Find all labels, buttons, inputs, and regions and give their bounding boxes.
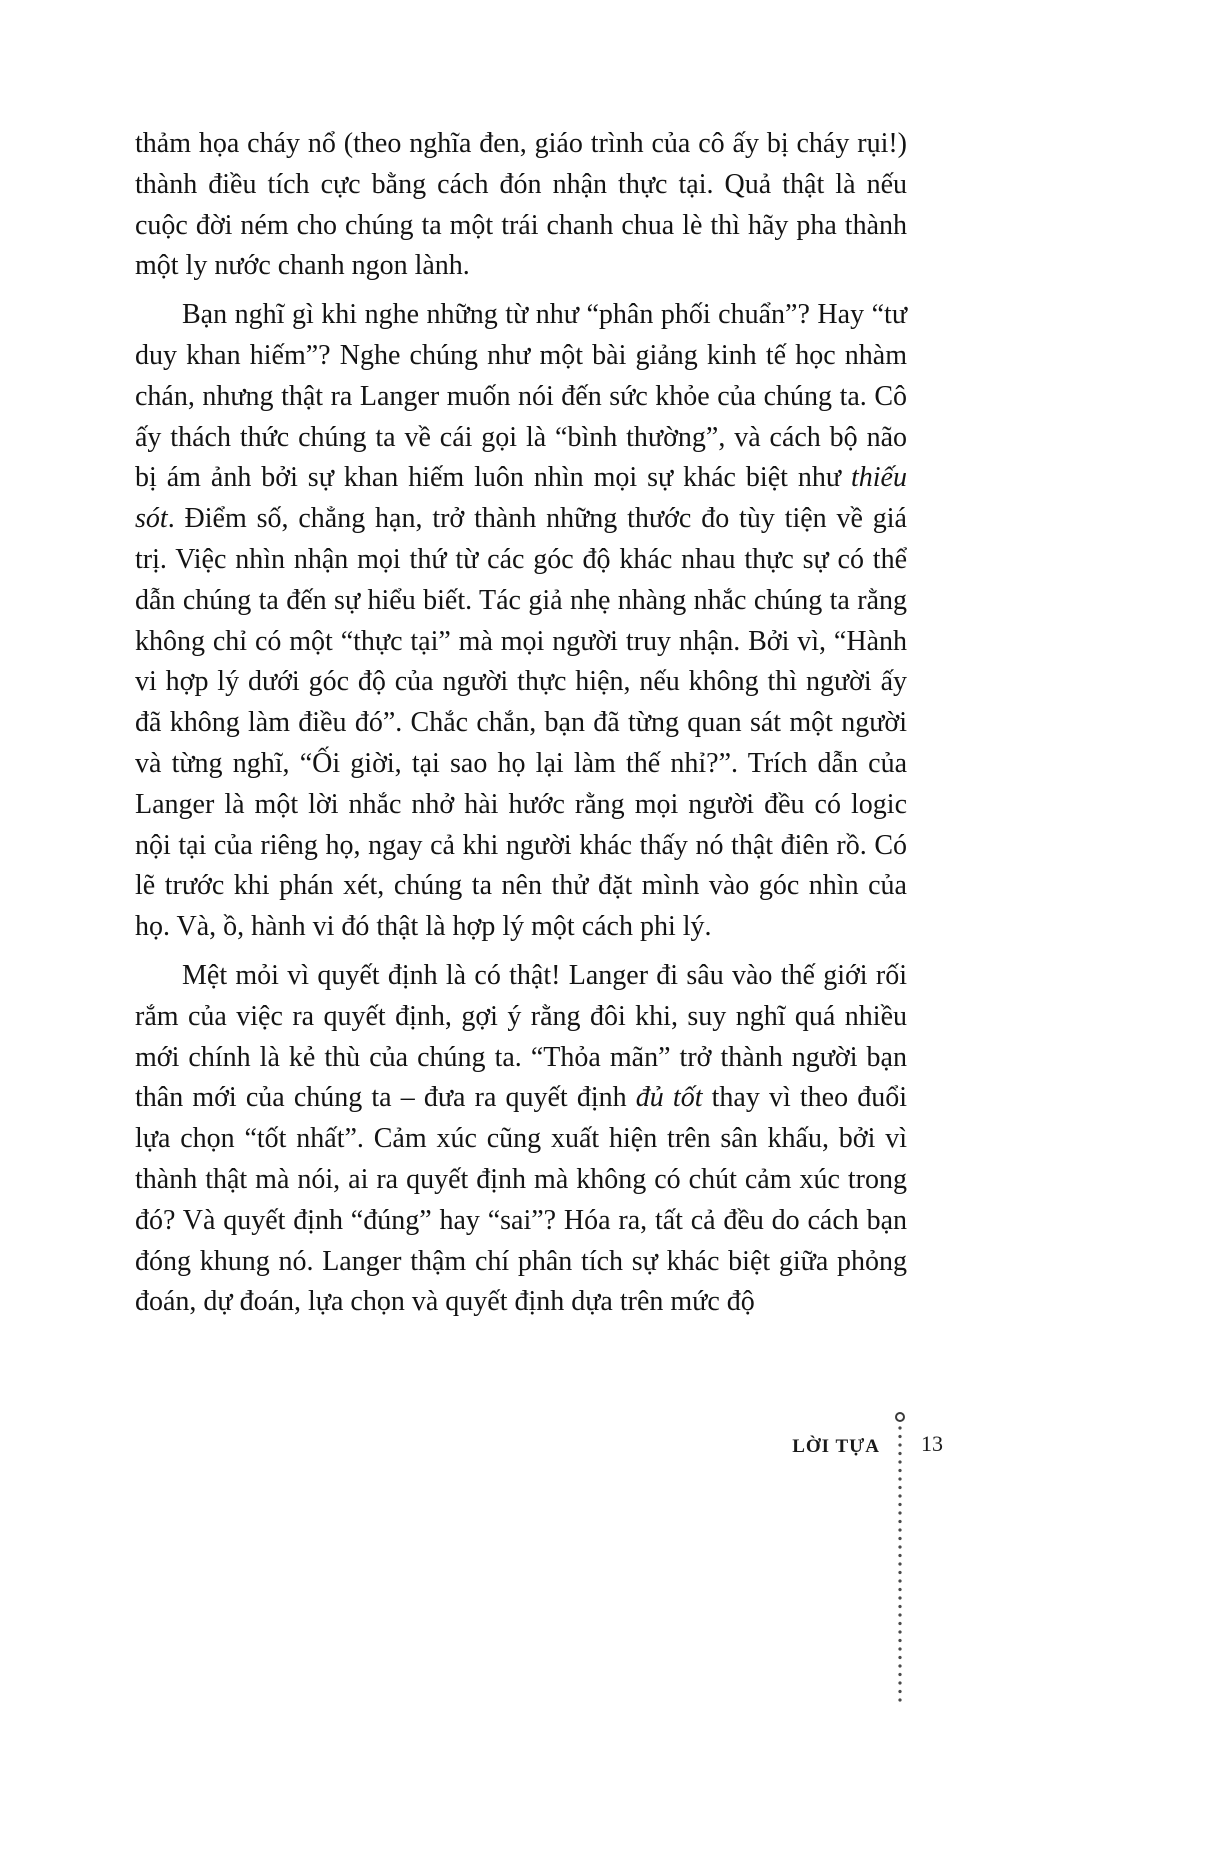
text-run: . Điểm số, chẳng hạn, trở thành những thước đo tùy tiện về giá trị. Việc nhìn nhận mọi thứ từ các góc độ khác nhau thực sự có thể dẫn chúng ta đến sự hiểu biết. Tác giả nhẹ nhàng nhắc chúng ta rằng không chỉ có một “thực tại” mà mọi người truy nhận. Bởi vì, “Hành vi hợp lý dưới góc độ của người thực hiện, nếu không thì người ấy đã không làm điều đó”. Chắc chắn, bạn đã từng quan sát một người và từng nghĩ, “Ối giời, tại sao họ lại làm thế nhỉ?”. Trích dẫn của Langer là một lời nhắc nhở hài hước rằng mọi người đều có logic nội tại của riêng họ, ngay cả khi người khác thấy nó thật điên rồ. Có lẽ trước khi phán xét, chúng ta nên thử đặt mình vào góc nhìn của họ. Và, ồ, hành vi đó thật là hợp lý một cách phi lý. <box>135 503 907 943</box>
text-run: Mệt mỏi vì quyết định là có thật! Langer đi sâu vào thế giới rối rắm của việc ra quyết định, gợi ý rằng đôi khi, suy nghĩ quá nhiều mới chính là kẻ thù của chúng ta. “Thỏa mãn” trở thành người bạn thân mới của chúng ta – đưa ra quyết định <box>135 959 907 1114</box>
section-label: LỜI TỰA <box>792 1436 880 1457</box>
footer-divider <box>895 1412 905 1704</box>
text-run: thảm họa cháy nổ (theo nghĩa đen, giáo trình của cô ấy bị cháy rụi!) thành điều tích cực bằng cách đón nhận thực tại. Quả thật là nếu cuộc đời ném cho chúng ta một trái chanh chua lè thì hãy pha thành một ly nước chanh ngon lành. <box>135 128 907 282</box>
text-run-italic: thiếu sót <box>135 462 907 535</box>
text-run: Bạn nghĩ gì khi nghe những từ như “phân phối chuẩn”? Hay “tư duy khan hiếm”? Nghe chúng như một bài giảng kinh tế học nhàm chán, nhưng thật ra Langer muốn nói đến sức khỏe của chúng ta. Cô ấy thách thức chúng ta về cái gọi là “bình thường”, và cách bộ não bị ám ảnh bởi sự khan hiếm luôn nhìn mọi sự khác biệt như <box>135 299 907 494</box>
dotted-line <box>898 1426 902 1704</box>
body-text-block <box>135 124 907 1331</box>
text-run: thay vì theo đuổi lựa chọn “tốt nhất”. Cảm xúc cũng xuất hiện trên sân khấu, bởi vì thành thật mà nói, ai ra quyết định mà không có chút cảm xúc trong đó? Và quyết định “đúng” hay “sai”? Hóa ra, tất cả đều do cách bạn đóng khung nó. Langer thậm chí phân tích sự khác biệt giữa phỏng đoán, dự đoán, lựa chọn và quyết định dựa trên mức độ <box>135 1082 908 1318</box>
paragraph-3 <box>135 956 907 1323</box>
paragraph-1 <box>135 124 907 287</box>
circle-icon <box>895 1412 905 1422</box>
text-run-italic: đủ tốt <box>635 1082 703 1114</box>
paragraph-2 <box>135 295 907 948</box>
page-number: 13 <box>921 1431 943 1456</box>
